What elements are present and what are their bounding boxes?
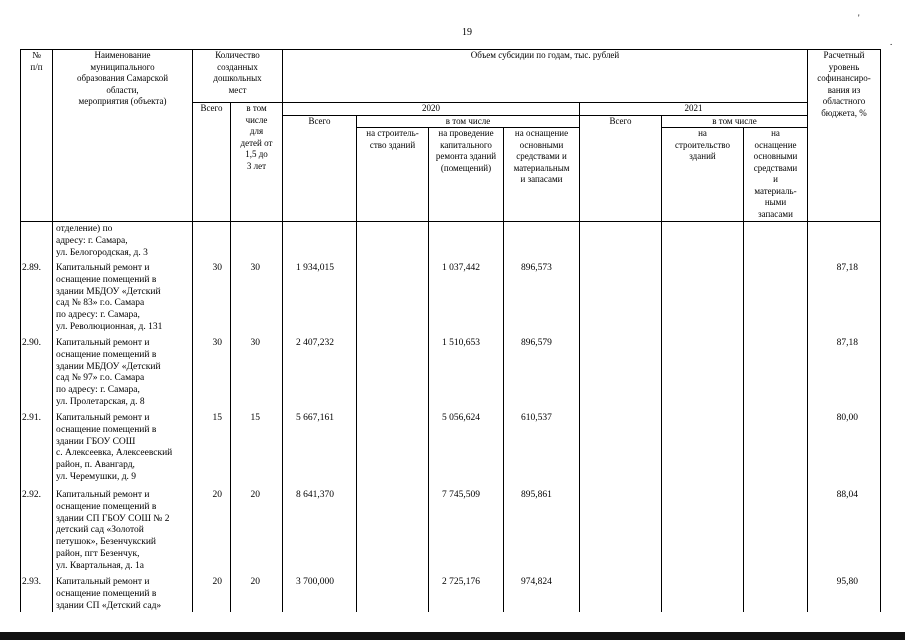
header-places: Количество созданных дошкольных мест — [193, 50, 283, 103]
row-cell-total: 3 700,000 — [296, 577, 334, 587]
header-no: № п/п — [21, 50, 53, 222]
corner-mark: ' — [858, 13, 860, 23]
row-cell-total: 8 641,370 — [296, 490, 334, 500]
row-cell-repair: 5 056,624 — [442, 413, 480, 423]
row-cell-level: 80,00 — [836, 413, 858, 423]
header-name: Наименование муниципального образования Самарской области, мероприятия (объекта) — [53, 50, 193, 222]
row-cell-no: 2.89. — [22, 263, 41, 273]
header-2020-repair: на проведение капитального ремонта зданий (помещений) — [429, 128, 504, 222]
header-2021-equip: на оснащение основными средствами и материаль- ными запасами — [744, 128, 808, 222]
row-cell-no: 2.91. — [22, 413, 41, 423]
row-cell-repair: 7 745,509 — [442, 490, 480, 500]
row-cell-no: 2.93. — [22, 577, 41, 587]
header-year-2021: 2021 — [580, 103, 808, 116]
row-cell-places: 20 — [212, 577, 222, 587]
row-cell-level: 95,80 — [836, 577, 858, 587]
header-level: Расчетный уровень софинансиро- вания из областного бюджета, % — [808, 50, 881, 222]
row-cell-name: Капитальный ремонт и оснащение помещений в здании МБДОУ «Детский сад № 83» г.о. Самара по адресу: г. Самара, ул. Революционная, д. 131 — [56, 263, 163, 332]
row-cell-equip: 974,824 — [521, 577, 552, 587]
row-cell-kids: 15 — [250, 413, 260, 423]
header-2020-equip: на оснащение основными средствами и материальным и запасами — [504, 128, 580, 222]
row-cell-places: 15 — [212, 413, 222, 423]
row-cell-repair: 1 037,442 — [442, 263, 480, 273]
row-cell-total: 5 667,161 — [296, 413, 334, 423]
row-cell-equip: 610,537 — [521, 413, 552, 423]
page-number: 19 — [462, 27, 472, 38]
header-2020-total: Всего — [283, 115, 357, 222]
row-cell-kids: 30 — [250, 263, 260, 273]
row-cell-total: 2 407,232 — [296, 338, 334, 348]
row-cell-no: 2.90. — [22, 338, 41, 348]
header-year-2020: 2020 — [283, 103, 580, 116]
row-cell-name: Капитальный ремонт и оснащение помещений в здании СП «Детский сад» — [56, 577, 162, 611]
row-cell-repair: 1 510,653 — [442, 338, 480, 348]
row-cell-no: 2.92. — [22, 490, 41, 500]
corner-mark: . — [890, 37, 893, 47]
row-cell-kids: 20 — [250, 577, 260, 587]
row-cell-total: 1 934,015 — [296, 263, 334, 273]
row-cell-kids: 20 — [250, 490, 260, 500]
row-cell-name: Капитальный ремонт и оснащение помещений в здании ГБОУ СОШ с. Алексеевка, Алексеевский район, п. Авангард, ул. Черемушки, д. 9 — [56, 413, 173, 482]
row-cell-equip: 896,573 — [521, 263, 552, 273]
header-places-kids: в том числе для детей от 1,5 до 3 лет — [231, 103, 283, 222]
header-2021-incl: в том числе — [662, 115, 808, 128]
row-cell-name: Капитальный ремонт и оснащение помещений в здании МБДОУ «Детский сад № 97» г.о. Самара по адресу: г. Самара, ул. Пролетарская, д. 8 — [56, 338, 161, 407]
row-cell-level: 88,04 — [836, 490, 858, 500]
header-2020-build: на строитель- ство зданий — [357, 128, 429, 222]
row-cell-places: 20 — [212, 490, 222, 500]
header-subsidy: Объем субсидии по годам, тыс. рублей — [283, 50, 808, 103]
header-2020-incl: в том числе — [357, 115, 580, 128]
row-cell-places: 30 — [212, 263, 222, 273]
scan-edge — [0, 632, 905, 640]
continuation-text: отделение) по адресу: г. Самара, ул. Белогородская, д. 3 — [56, 224, 148, 258]
row-cell-name: Капитальный ремонт и оснащение помещений в здании СП ГБОУ СОШ № 2 детский сад «Золотой петушок», Безенчукский район, пгт Безенчук, ул. Квартальная, д. 1а — [56, 490, 170, 571]
header-2021-build: на строительство зданий — [662, 128, 744, 222]
header-places-total: Всего — [193, 103, 231, 222]
row-cell-repair: 2 725,176 — [442, 577, 480, 587]
row-cell-kids: 30 — [250, 338, 260, 348]
row-cell-equip: 895,861 — [521, 490, 552, 500]
row-cell-level: 87,18 — [836, 338, 858, 348]
row-cell-equip: 896,579 — [521, 338, 552, 348]
table-header — [20, 49, 881, 222]
header-2021-total: Всего — [580, 115, 662, 222]
row-cell-level: 87,18 — [836, 263, 858, 273]
row-cell-places: 30 — [212, 338, 222, 348]
